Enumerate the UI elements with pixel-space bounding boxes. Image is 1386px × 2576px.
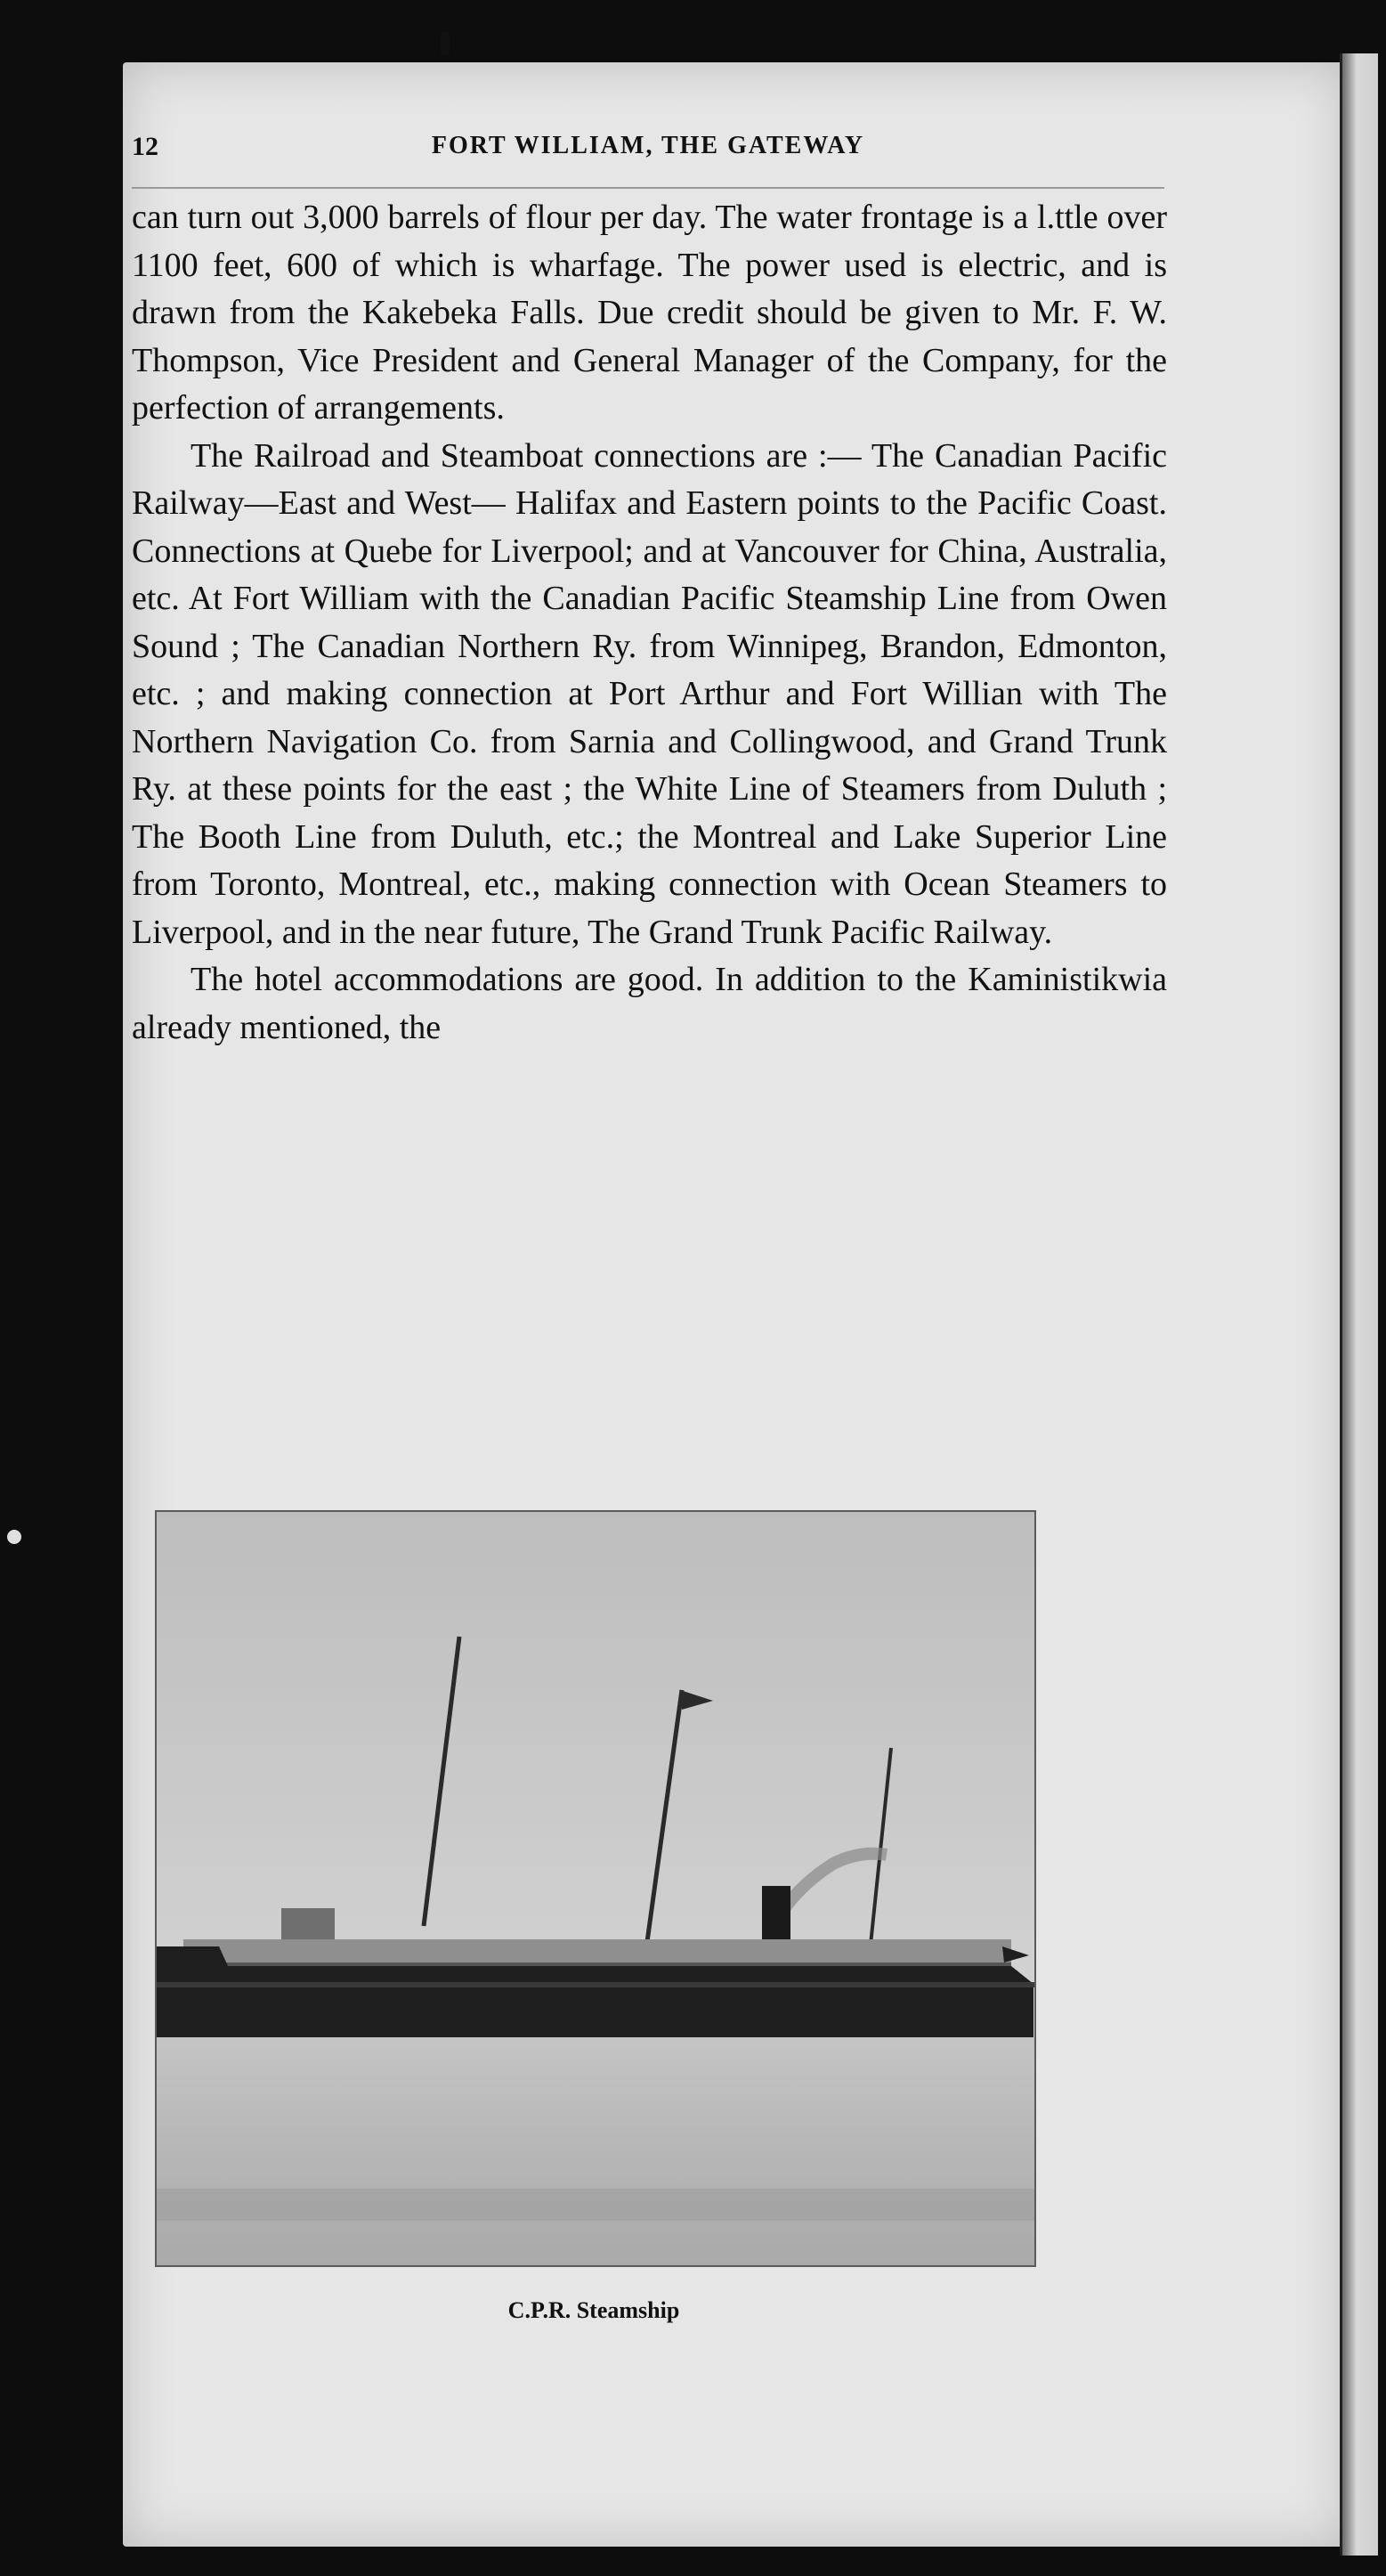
page-number: 12 — [132, 132, 158, 161]
body-text — [132, 194, 1167, 1052]
paragraph: can turn out 3,000 barrels of flour per day. The water frontage is a l.ttle over 1100 feet, 600 of which is wharfage. The power used is electric, and is drawn from the Kakebeka Falls. Due credit should be given to Mr. F. W. Thompson, Vice President and General Manager of the Company, for the perfection of arrangements. — [132, 199, 1167, 427]
scan-speck — [7, 1530, 21, 1544]
steamship-photo — [155, 1510, 1036, 2267]
bridge-house — [281, 1908, 335, 1944]
photo-caption: C.P.R. Steamship — [507, 2297, 680, 2323]
header-rule — [132, 187, 1164, 189]
water — [157, 2037, 1034, 2265]
scan-speck — [441, 32, 450, 55]
water-band — [157, 2189, 1034, 2221]
paragraph: The hotel accommodations are good. In addition to the Kaministikwia already mentioned, the — [132, 961, 1167, 1046]
hull-stripe — [157, 1982, 1034, 1987]
paragraph: The Railroad and Steamboat connections are :— The Canadian Pacific Railway—East and West— Halifax and Eastern points to the Pacific Coast. Connections at Quebe for Liverpool; and at Vancouver for China, Australia, etc. At Fort William with the Canadian Pacific Steamship Line from Owen Sound ; The Canadian Northern Ry. from Winnipeg, Brandon, Edmonton, etc. ; and making connection at Port Arthur and Fort Willian with The Northern Navigation Co. from Sarnia and Collingwood, and Grand Trunk Ry. at these points for the east ; the White Line of Steamers from Duluth ; The Booth Line from Duluth, etc.; the Montreal and Lake Superior Line from Toronto, Montreal, etc., making connection with Ocean Steamers to Liverpool, and in the near future, The Grand Trunk Pacific Railway. — [132, 436, 1167, 951]
running-head: FORT WILLIAM, THE GATEWAY — [431, 132, 865, 159]
steamship-illustration — [157, 1512, 1034, 2265]
page-header — [132, 132, 1164, 185]
adjacent-page-edge — [1340, 53, 1378, 2556]
